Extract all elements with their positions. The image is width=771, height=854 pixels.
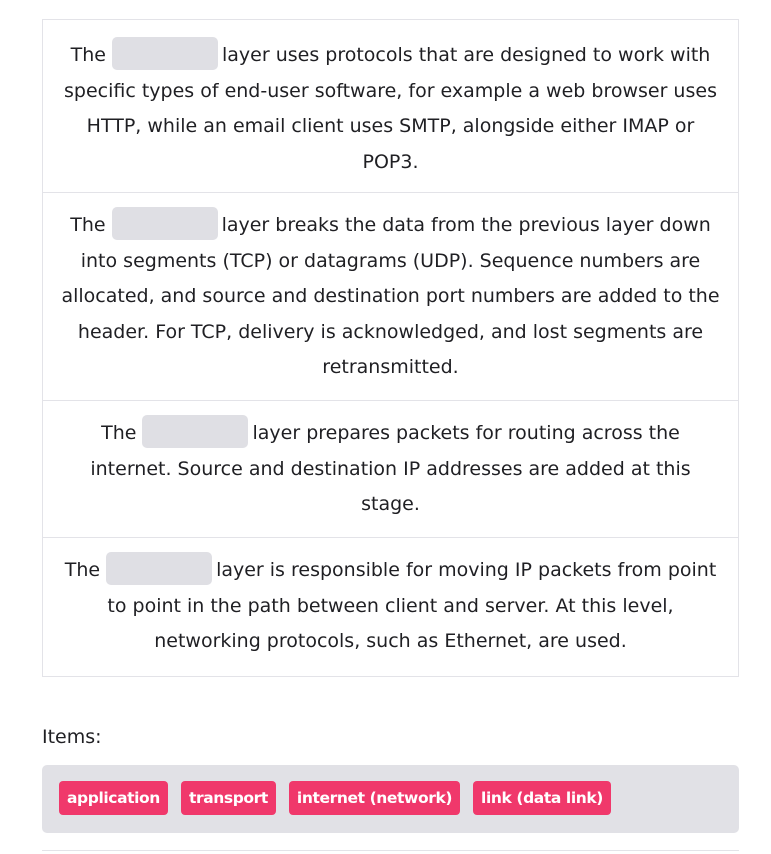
items-label: Items: (42, 726, 102, 748)
statement-text: layer prepares packets for routing across the internet. Source and destination IP addresses are added at this stage. (90, 422, 691, 515)
statement-text: layer breaks the data from the previous layer down into segments (TCP) or datagrams (UDP). Sequence numbers are allocated, and source and destination port numbers are added to the header. For TCP, delivery is acknowledged, and lost segments are retransmitted. (61, 214, 720, 378)
drop-zone-blank[interactable] (106, 552, 212, 585)
statement-card (43, 401, 738, 538)
statement-prefix: The (101, 422, 137, 444)
statement-card (43, 538, 738, 676)
item-chip-transport[interactable]: transport (181, 781, 276, 815)
statement-list (42, 19, 739, 677)
drop-zone-blank[interactable] (112, 207, 218, 240)
statement-card (43, 20, 738, 193)
item-chip-internet[interactable]: internet (network) (289, 781, 460, 815)
item-chip-link[interactable]: link (data link) (473, 781, 611, 815)
statement-prefix: The (70, 214, 106, 236)
statement-prefix: The (64, 559, 101, 581)
divider (42, 850, 739, 851)
drop-zone-blank[interactable] (142, 415, 248, 448)
drop-zone-blank[interactable] (112, 37, 218, 70)
item-chip-application[interactable]: application (59, 781, 168, 815)
statement-text: layer is responsible for moving IP packets from point to point in the path between client and server. At this level, networking protocols, such as Ethernet, are used. (107, 559, 717, 652)
statement-prefix: The (70, 44, 106, 66)
items-pool (42, 765, 739, 833)
statement-card (43, 193, 738, 401)
statement-text: layer uses protocols that are designed to work with specific types of end-user software, for example a web browser uses HTTP, while an email client uses SMTP, alongside either IMAP or POP3. (64, 44, 717, 173)
